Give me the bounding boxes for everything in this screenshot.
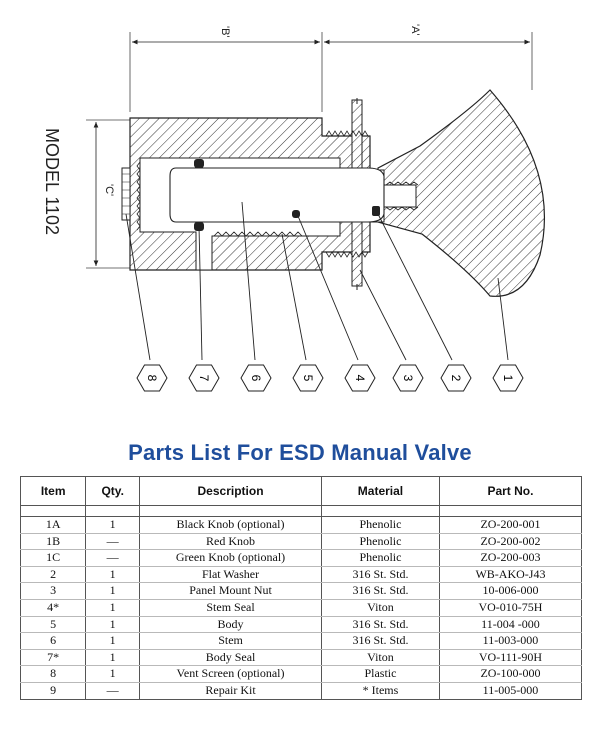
cell-item: 7* <box>21 649 86 666</box>
callout-5-label: 5 <box>301 374 315 382</box>
parts-list-table <box>20 476 582 700</box>
cell-qty: 1 <box>86 649 140 666</box>
cell-part-no: WB-AKO-J43 <box>439 566 581 583</box>
cell-qty: — <box>86 533 140 550</box>
cell-item: 1C <box>21 550 86 567</box>
cell-material: Viton <box>322 599 440 616</box>
callout-1 <box>493 365 523 391</box>
cell-part-no: ZO-100-000 <box>439 666 581 683</box>
cell-qty: 1 <box>86 666 140 683</box>
table-row <box>21 517 582 534</box>
cell-part-no: ZO-200-002 <box>439 533 581 550</box>
cell-material: Viton <box>322 649 440 666</box>
cell-item: 4* <box>21 599 86 616</box>
cell-material: * Items <box>322 682 440 699</box>
cell-item: 2 <box>21 566 86 583</box>
header-part-no: Part No. <box>439 477 581 506</box>
cell-material: 316 St. Std. <box>322 566 440 583</box>
knob-screw-recess <box>384 185 416 207</box>
callout-6-label: 6 <box>249 374 263 382</box>
cell-part-no: ZO-200-001 <box>439 517 581 534</box>
cell-description: Black Knob (optional) <box>140 517 322 534</box>
cell-qty: 1 <box>86 566 140 583</box>
cell-description: Panel Mount Nut <box>140 583 322 600</box>
cell-description: Stem Seal <box>140 599 322 616</box>
cell-item: 8 <box>21 666 86 683</box>
cell-description: Vent Screen (optional) <box>140 666 322 683</box>
table-header-row <box>21 477 582 506</box>
cell-part-no: 10-006-000 <box>439 583 581 600</box>
cell-part-no: 11-005-000 <box>439 682 581 699</box>
cell-qty: — <box>86 682 140 699</box>
table-row <box>21 682 582 699</box>
callout-6 <box>241 365 271 391</box>
table-row <box>21 550 582 567</box>
header-material: Material <box>322 477 440 506</box>
cell-description: Red Knob <box>140 533 322 550</box>
cell-part-no: 11-003-000 <box>439 633 581 650</box>
callout-3 <box>393 365 423 391</box>
cell-description: Stem <box>140 633 322 650</box>
callout-7 <box>189 365 219 391</box>
table-spacer-row <box>21 506 582 517</box>
cell-material: 316 St. Std. <box>322 583 440 600</box>
callout-1-label: 1 <box>501 374 515 382</box>
table-row <box>21 583 582 600</box>
cell-material: Plastic <box>322 666 440 683</box>
table-row <box>21 599 582 616</box>
cell-material: 316 St. Std. <box>322 616 440 633</box>
callout-8 <box>137 365 167 391</box>
cell-item: 1B <box>21 533 86 550</box>
cell-item: 9 <box>21 682 86 699</box>
cell-qty: 1 <box>86 633 140 650</box>
parts-list-title: Parts List For ESD Manual Valve <box>128 440 472 465</box>
dimension-c-label: 'C' <box>103 184 115 197</box>
flat-washer <box>372 206 380 216</box>
model-label: MODEL 1102 <box>42 128 62 236</box>
table-row <box>21 666 582 683</box>
cell-qty: 1 <box>86 599 140 616</box>
dimension-a-label: 'A' <box>409 24 421 36</box>
cell-description: Body <box>140 616 322 633</box>
cell-qty: — <box>86 550 140 567</box>
cell-item: 3 <box>21 583 86 600</box>
cell-material: Phenolic <box>322 533 440 550</box>
cell-part-no: 11-004 -000 <box>439 616 581 633</box>
callout-3-label: 3 <box>401 374 415 382</box>
vent-screen <box>122 168 130 220</box>
cell-material: 316 St. Std. <box>322 633 440 650</box>
header-item: Item <box>21 477 86 506</box>
callout-5 <box>293 365 323 391</box>
cell-description: Green Knob (optional) <box>140 550 322 567</box>
callout-4 <box>345 365 375 391</box>
cell-description: Flat Washer <box>140 566 322 583</box>
cell-description: Body Seal <box>140 649 322 666</box>
table-row <box>21 533 582 550</box>
cell-material: Phenolic <box>322 517 440 534</box>
table-row <box>21 616 582 633</box>
header-description: Description <box>140 477 322 506</box>
cell-material: Phenolic <box>322 550 440 567</box>
callout-2-label: 2 <box>449 374 463 382</box>
parts-list-table-wrapper <box>20 476 582 700</box>
callout-7-label: 7 <box>197 374 211 382</box>
dimension-a <box>324 24 532 90</box>
dimension-b <box>130 26 322 112</box>
table-row <box>21 633 582 650</box>
cell-item: 5 <box>21 616 86 633</box>
cell-part-no: VO-111-90H <box>439 649 581 666</box>
header-qty: Qty. <box>86 477 140 506</box>
cell-qty: 1 <box>86 616 140 633</box>
callout-4-label: 4 <box>353 374 367 382</box>
cell-qty: 1 <box>86 583 140 600</box>
stem <box>170 168 384 222</box>
body-seal-top <box>194 159 204 168</box>
cell-part-no: VO-010-75H <box>439 599 581 616</box>
dimension-b-label: 'B' <box>219 26 231 38</box>
table-row <box>21 649 582 666</box>
callout-8-label: 8 <box>145 374 159 382</box>
table-row <box>21 566 582 583</box>
cell-qty: 1 <box>86 517 140 534</box>
cell-description: Repair Kit <box>140 682 322 699</box>
cell-part-no: ZO-200-003 <box>439 550 581 567</box>
cell-item: 6 <box>21 633 86 650</box>
cell-item: 1A <box>21 517 86 534</box>
callout-2 <box>441 365 471 391</box>
